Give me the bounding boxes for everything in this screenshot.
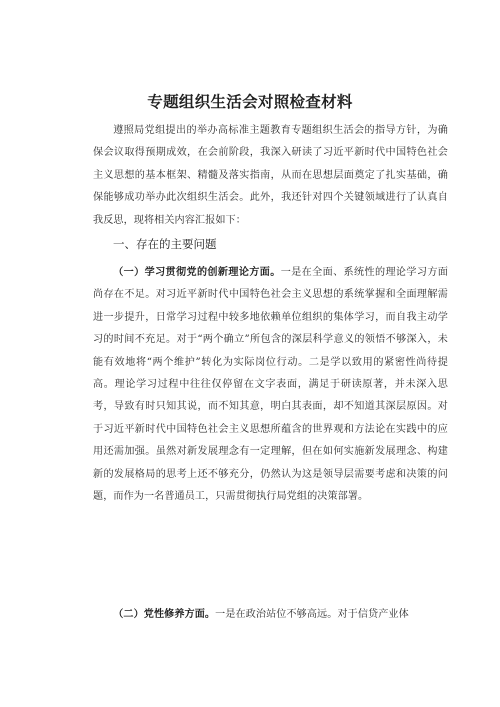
intro-paragraph: 遵照局党组提出的举办高标准主题教育专题组织生活会的指导方针，为确保会议取得预期成效，在会前阶段，我深入研读了习近平新时代中国特色社会主义思想的基本框架、精髓及落实指南，从而在思想层面奠定了扎实基础，确保能够成功举办此次组织生活会。此外，我还针对四个关键领域进行了认真自我反思，现将相关内容汇报如下：: [93, 125, 448, 226]
paragraph-party-spirit: [93, 604, 448, 626]
paragraph-theory-study-text: 一是在全面、系统性的理论学习方面尚存在不足。对习近平新时代中国特色社会主义思想的系统掌握和全面理解需进一步提升，日常学习过程中较多地依赖单位组织的集体学习，而自我主动学习的时间不充足。对于“两个确立”所包含的深层科学意义的领悟不够深入，未能有效地将“两个维护”转化为实际岗位行动。二是学以致用的紧密性尚待提高。理论学习过程中往往仅停留在文字表面，满足于研读原著，并未深入思考，导致有时只知其说，而不知其意，明白其表面，却不知道其深层原因。对于习近平新时代中国特色社会主义思想所蕴含的世界观和方法论在实践中的应用还需加强。虽然对新发展理念有一定理解，但在如何实施新发展理念、构建新的发展格局的思考上还不够充分，仍然认为这是领导层需要考虑和决策的问题，而作为一名普通员工，只需贯彻执行局党组的决策部署。: [93, 267, 448, 503]
paragraph-theory-study: [93, 262, 448, 508]
subheading-party-spirit: （二）党性修养方面。: [113, 609, 216, 620]
section-heading-problems: 一、存在的主要问题: [113, 237, 217, 251]
document-title: 专题组织生活会对照检查材料: [147, 93, 353, 111]
paragraph-party-spirit-text: 一是在政治站位不够高远。对于信贷产业体: [215, 609, 409, 620]
subheading-theory-study: （一）学习贯彻党的创新理论方面。: [113, 267, 281, 278]
